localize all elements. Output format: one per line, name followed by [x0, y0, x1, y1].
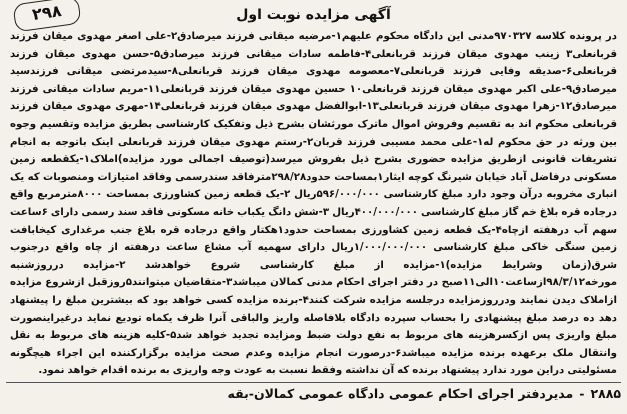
footer: ۲۸۸۵ - مدیردفتر اجرای احکام عمومی دادگاه عمومی کمالان-بقه [6, 384, 621, 404]
notice-title: آگهی مزایده نوبت اول [236, 7, 391, 23]
header [10, 2, 617, 28]
auction-notice [4, 2, 623, 412]
issue-number-stamp: ۲۹۸ [12, 0, 81, 32]
issuer-signature: مدیردفتر اجرای احکام عمومی دادگاه عمومی کمالان-بقه [227, 386, 574, 401]
notice-number: ۲۸۸۵ [590, 386, 621, 401]
footer-divider [6, 382, 621, 383]
notice-body: در پرونده کلاسه ۹۷۰۳۲۷مدنی این دادگاه محکوم علیهم۱-مرضیه میقانی فرزند میرصادق۲-علی اصغر مهدوی میقان فرزند قربانعلی۳ زینب مهدوی میقان فرزند قربانعلی۴-فاطمه سادات میقانی فرزند میرصادق۵-حسن مهدوی میقان فرزند قربانعلی۶-صدیقه وفایی فرزند قربانعلی۷-معصومه مهدوی میقان فرزند قربانعلی۸-سیدمرتضی میقانی فرزندسید میرصادق۹-علی اکبر مهدوی میقان فرزند قربانعلی۱۰ حسین مهدوی میقان فرزند قربانعلی۱۱-مریم سادات میقانی فرزند میرصادق۱۲-زهرا مهدوی میقان فرزند قربانعلی۱۳-ابوالفضل مهدوی میقان فرزند قربانعلی۱۴-مهری مهدوی میقان فرزند قربانعلی محکوم اند به تقسیم وفروش اموال ماترک مورثشان بشرح ذیل وتفکیک کارشناسی بطریق مزایده وتقسیم وجوه بین ورثه در حق محکوم له۱-علی محمد مسیبی فرزند قربان۲-رستم مهدوی میقان فرزند قربانعلی اینک باتوجه به انجام تشریفات قانونی ازطریق مزایده حضوری بشرح ذیل بفروش میرسد(توصیف اجمالی مورد مزایده)املاک۱-یکقطعه زمین مسکونی درفاضل آباد خیابان شیرنگ کوچه ایثار۱بمساحت حدود۲۹۸/۲۸مترفاقد سندرسمی وفاقد امتیازات ومنصوبات که یک انباری مخروبه درآن وجود دارد مبلغ کارشناسی ۵۹۶/۰۰۰/۰۰۰ریال ۲-یک قطعه زمین کشاورزی بمساحت ۸۰۰۰مترمربع واقع درجاده قره بلاغ خم گاز مبلغ کارشناسی ۴۰۰/۰۰۰/۰۰۰ریال ۳-شش دانگ یکباب خانه مسکونی فاقد سند رسمی دارای ۶ساعت سهم آب درهفته ازچاه۴-یک قطعه زمین کشاورزی بمساحت حدود۱هکتار واقع درجاده قره بلاغ جنب مرغداری کیخابافت زمین سنگی خاکی مبلغ کارشناسی ۱/۰۰۰/۰۰۰/۰۰۰ریال دارای سهمیه آب مشاع ساعت درهفته از چاه واقع درجنوب شرق(زمان وشرایط مزایده)۱-مزایده از مبلغ کارشناسی شروع خواهدشد ۲-مزایده درروزشنبه مورخه۹۸/۳/۱۲ازساعت۱۰الی۱۱صبح در دفتر اجرای احکام مدنی کمالان میباشد۳-متقاضیان میتوانند۵روزقبل ازشروع مزایده ازاملاک دیدن نمایند ودرروزمزایده درجلسه مزایده شرکت کنند۴-برنده مزایده کسی خواهد بود که بیشترین مبلغ را پیشنهاد دهد ده درصد مبلغ پیشنهادی را بحساب سپرده دادگاه بلافاصله واریز والباقی آنرا ظرف یکماه تودیع نماید درغیراینصورت مبلغ واریزی پس ازکسرهزینه های مربوط به نفع دولت ضبط ومزایده تجدید خواهد شد۵-کلیه هزینه های مربوط به نقل وانتقال ملک برعهده برنده مزایده میباشد۶-درصورت انجام مزایده وعدم صحت مزایده برگزارکننده این اجراء هیچگونه مسئولیتی دراین مورد ندارد پیشنهاد برنده که آن نداشته وفقط نسبت به عودت وجه واریزی به برنده اقدام خواهد نمود. [10, 31, 618, 377]
